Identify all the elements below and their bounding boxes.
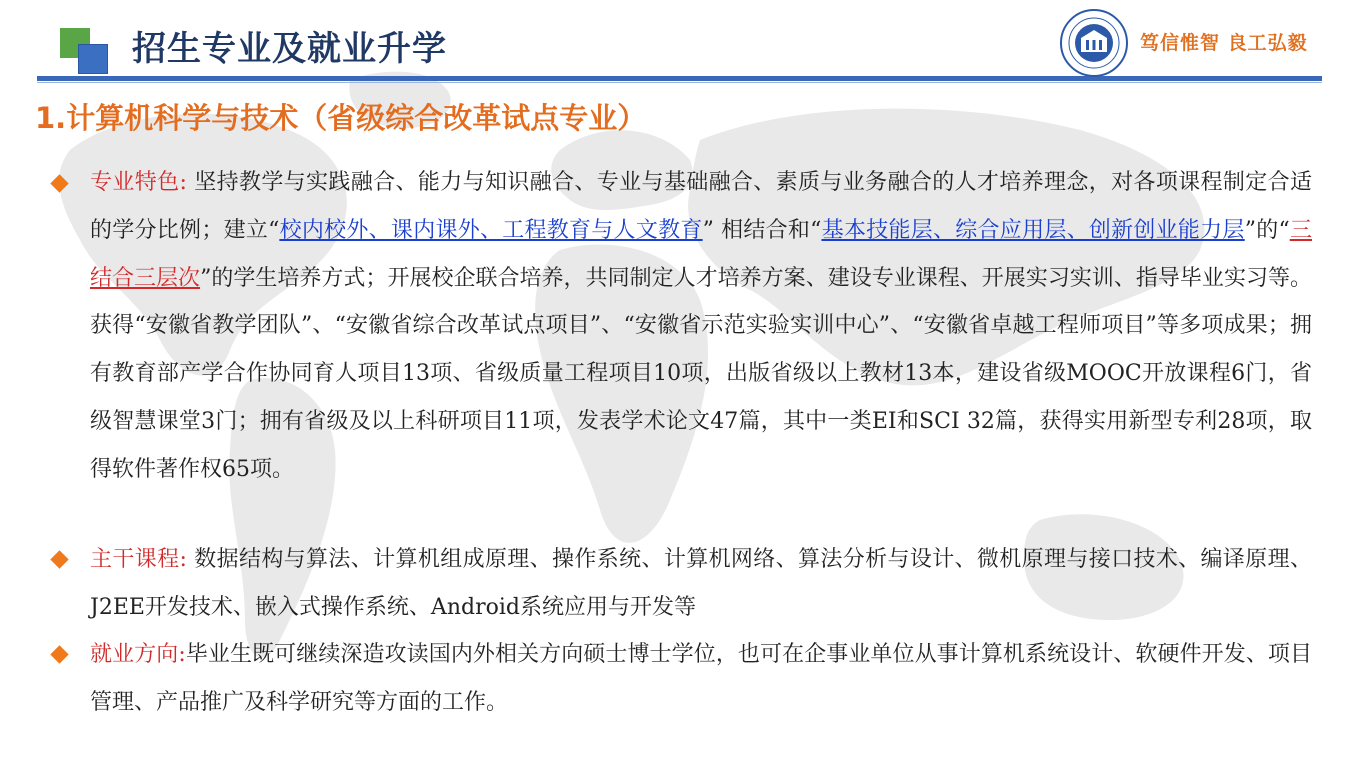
feature-label: 专业特色: xyxy=(90,170,187,195)
diamond-bullet-icon xyxy=(50,550,68,568)
courses-label: 主干课程: xyxy=(90,547,187,572)
feature-text-2: ” 相结合和“ xyxy=(702,217,822,243)
career-paragraph xyxy=(90,631,1312,727)
feature-text-3: ”的“ xyxy=(1244,217,1290,243)
feature-link-3[interactable]: 三结合三层次 xyxy=(90,217,1312,291)
diamond-bullet-icon xyxy=(50,645,68,663)
career-label: 就业方向: xyxy=(90,642,186,667)
feature-link-1[interactable]: 校内校外、课内课外、工程教育与人文教育 xyxy=(279,217,703,243)
diamond-bullet-icon xyxy=(50,174,68,192)
section-title: 1.计算机科学与技术（省级综合改革试点专业） xyxy=(35,101,647,135)
feature-link-2[interactable]: 基本技能层、综合应用层、创新创业能力层 xyxy=(821,217,1245,243)
school-logo-icon xyxy=(1059,8,1129,78)
courses-paragraph xyxy=(90,536,1312,632)
feature-paragraph xyxy=(90,159,1312,494)
career-text: 毕业生既可继续深造攻读国内外相关方向硕士博士学位，也可在企事业单位从事计算机系统设计、软硬件开发、项目管理、产品推广及科学研究等方面的工作。 xyxy=(90,642,1312,715)
blue-square-icon xyxy=(78,44,108,74)
courses-text: 数据结构与算法、计算机组成原理、操作系统、计算机网络、算法分析与设计、微机原理与接口技术、编译原理、 J2EE开发技术、嵌入式操作系统、Android系统应用与开发等 xyxy=(90,547,1312,620)
school-motto: 笃信惟智 良工弘毅 xyxy=(1140,32,1308,54)
header-divider-thin xyxy=(37,82,1322,83)
page-title: 招生专业及就业升学 xyxy=(132,29,447,69)
feature-text-4: ”的学生培养方式；开展校企联合培养，共同制定人才培养方案、建设专业课程、开展实习实训、指导毕业实习等。获得“安徽省教学团队”、“安徽省综合改革试点项目”、“安徽省示范实验实训中心”、“安徽省卓越工程师项目”等多项成果；拥有教育部产学合作协同育人项目13项、省级质量工程项目10项，出版省级以上教材13本，建设省级MOOC开放课程6门，省级智慧课堂3门；拥有省级及以上科研项目11项，发表学术论文47篇，其中一类EI和SCI 32篇，获得实用新型专利28项，取得软件著作权65项。 xyxy=(90,265,1312,482)
feature-text-1: 坚持教学与实践融合、能力与知识融合、专业与基础融合、素质与业务融合的人才培养理念，对各项课程制定合适的学分比例；建立“ xyxy=(90,170,1312,243)
header-divider xyxy=(37,76,1322,81)
